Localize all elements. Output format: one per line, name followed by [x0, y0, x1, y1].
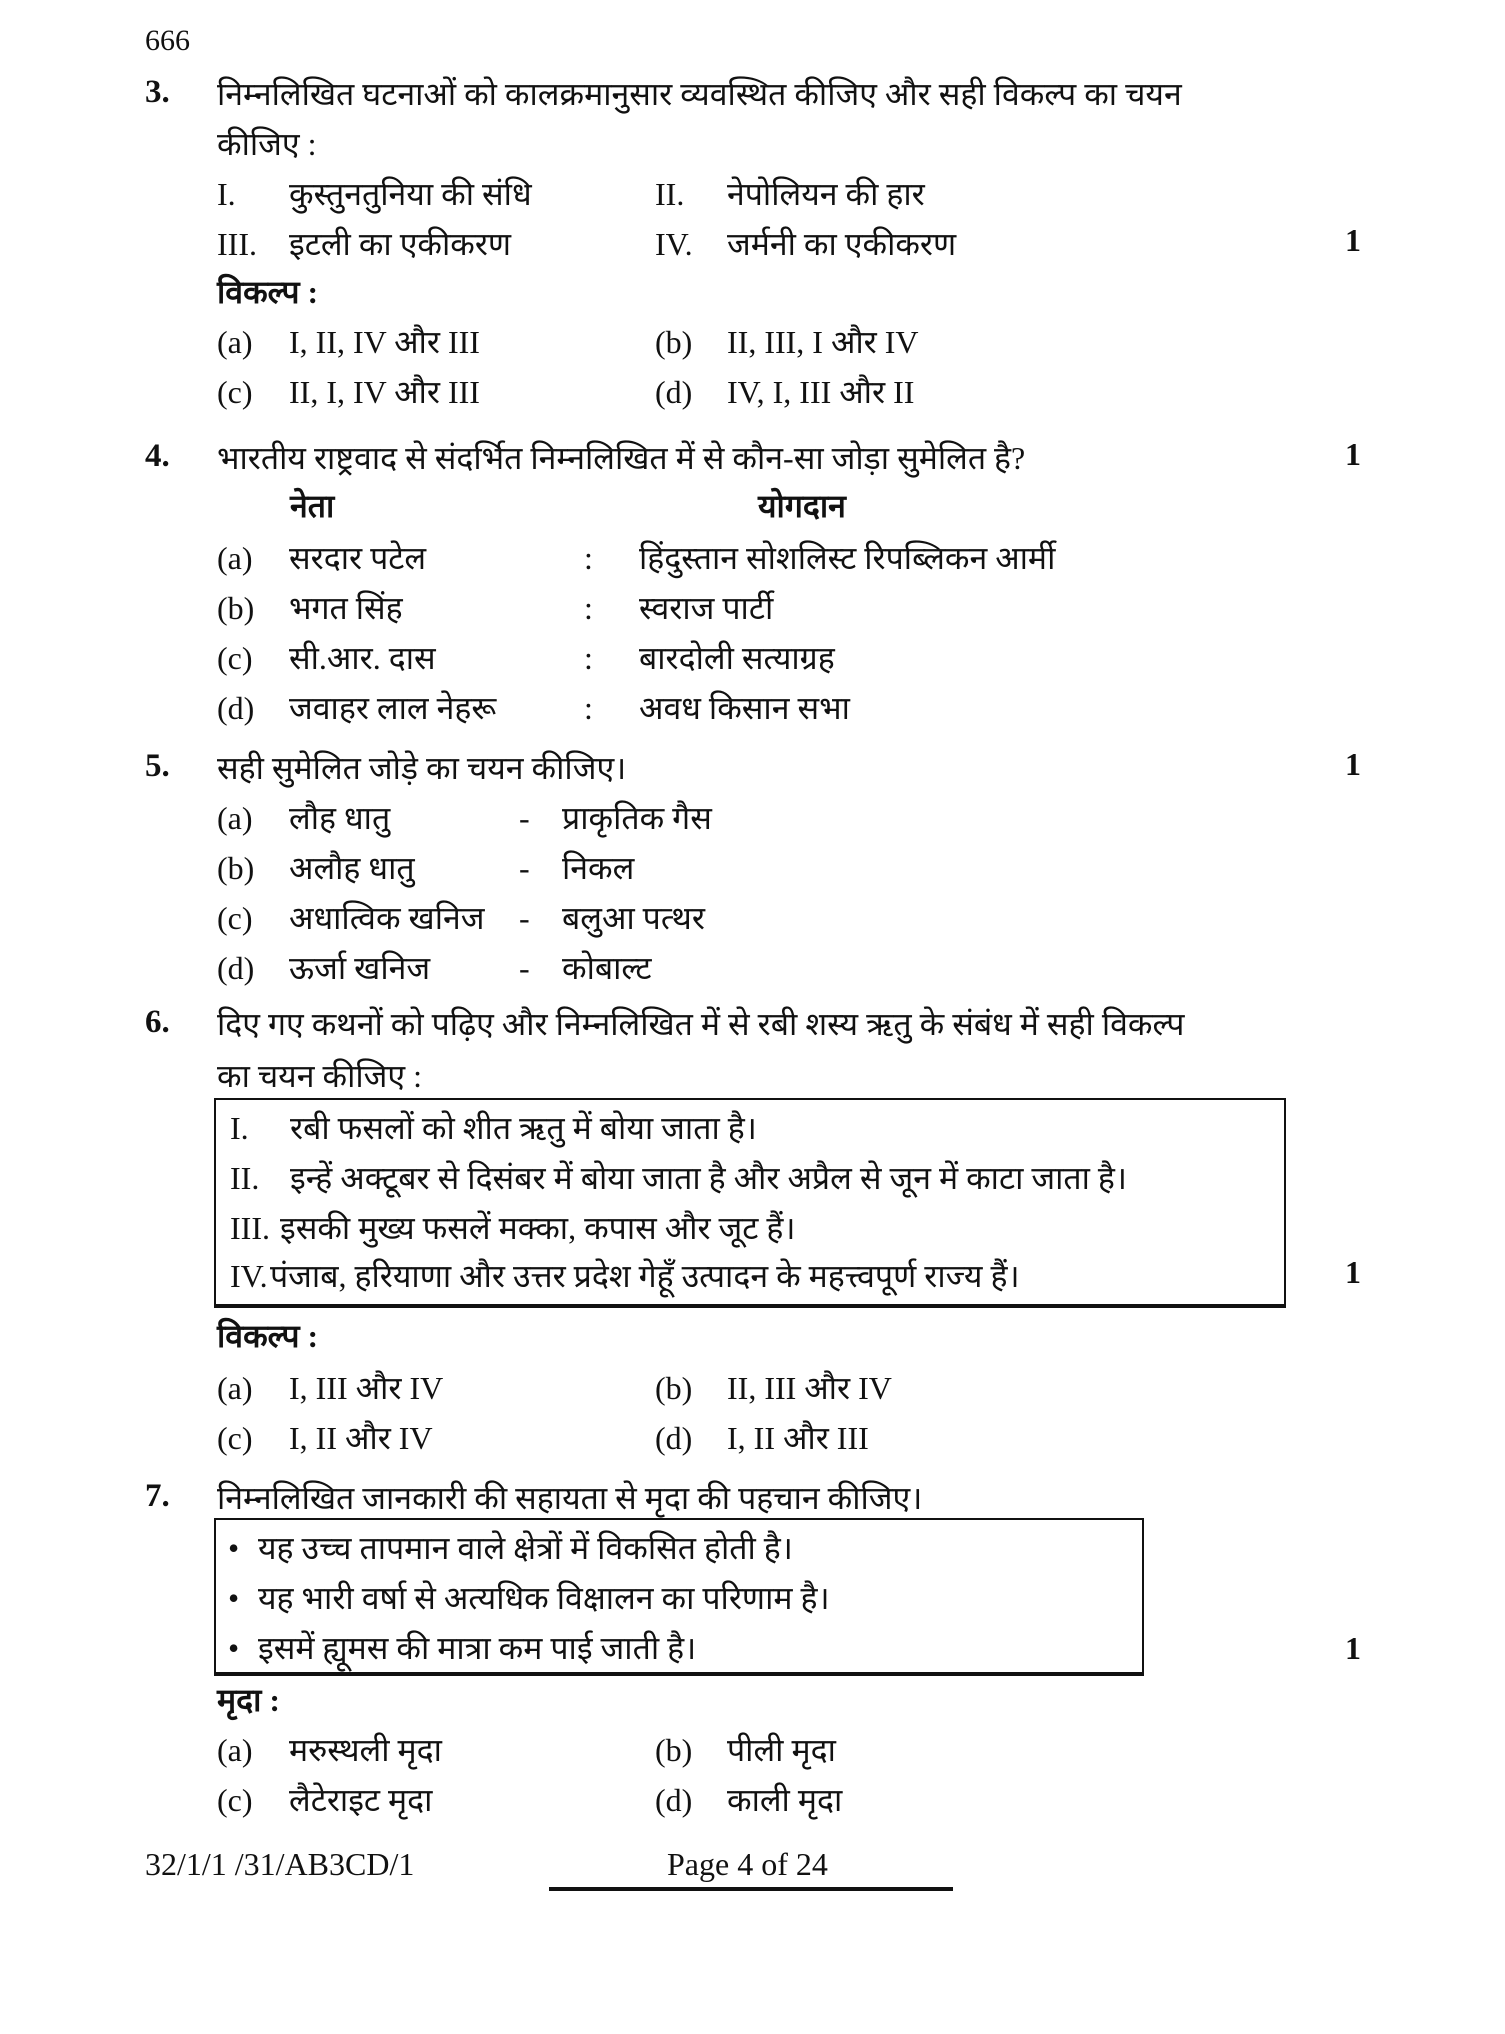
- option-left: जवाहर लाल नेहरू: [289, 690, 497, 726]
- option-label: (a): [217, 324, 253, 360]
- option-label: (c): [217, 1782, 253, 1818]
- option-b[interactable]: [655, 320, 919, 363]
- separator: :: [584, 640, 593, 676]
- option-d[interactable]: [217, 686, 850, 729]
- marks: 1: [1345, 1254, 1361, 1290]
- option-text: II, I, IV और III: [289, 374, 480, 410]
- question-text-cont: कीजिए :: [217, 126, 317, 162]
- question-number: 5.: [145, 748, 170, 784]
- page-number-top: 666: [145, 24, 190, 57]
- paper-code: 32/1/1 /31/AB3CD/1: [145, 1846, 415, 1882]
- option-d[interactable]: [217, 946, 652, 989]
- question-number: 6.: [145, 1004, 170, 1040]
- option-text: II, III, I और IV: [727, 324, 919, 360]
- statement-text: रबी फसलों को शीत ऋतु में बोया जाता है।: [290, 1110, 757, 1146]
- item-text: कुस्तुनतुनिया की संधि: [289, 176, 532, 212]
- statement-text: पंजाब, हरियाणा और उत्तर प्रदेश गेहूँ उत्पादन के महत्त्वपूर्ण राज्य हैं।: [270, 1258, 1020, 1294]
- option-a[interactable]: [217, 796, 712, 839]
- question-text: दिए गए कथनों को पढ़िए और निम्नलिखित में से रबी शस्य ऋतु के संबंध में सही विकल्प: [217, 1006, 1185, 1042]
- event-item: [217, 172, 532, 215]
- separator: -: [519, 800, 530, 836]
- option-label: (c): [217, 640, 253, 676]
- option-label: (a): [217, 540, 253, 576]
- option-c[interactable]: [217, 370, 480, 413]
- option-label: (d): [217, 690, 255, 726]
- option-left: सी.आर. दास: [289, 640, 436, 676]
- option-text: I, II और III: [727, 1420, 869, 1456]
- option-right: बारदोली सत्याग्रह: [639, 640, 835, 676]
- option-a[interactable]: [217, 1728, 442, 1771]
- separator: :: [584, 690, 593, 726]
- item-label: IV.: [655, 226, 693, 262]
- separator: -: [519, 950, 530, 986]
- option-b[interactable]: [217, 586, 773, 629]
- bullet-text: इसमें ह्यूमस की मात्रा कम पाई जाती है।: [258, 1630, 697, 1666]
- option-right: बलुआ पत्थर: [562, 900, 705, 936]
- option-left: अधात्विक खनिज: [289, 900, 485, 936]
- option-left: लौह धातु: [289, 800, 391, 836]
- column-heading-leader: नेता: [290, 488, 335, 524]
- marks: 1: [1345, 222, 1361, 258]
- bullet-icon: •: [228, 1530, 240, 1566]
- option-label: (b): [655, 1370, 693, 1406]
- option-a[interactable]: [217, 1366, 443, 1409]
- option-c[interactable]: [217, 1416, 433, 1459]
- option-label: (d): [655, 374, 693, 410]
- option-left: सरदार पटेल: [289, 540, 427, 576]
- option-b[interactable]: [655, 1366, 892, 1409]
- option-c[interactable]: [217, 636, 835, 679]
- option-right: स्वराज पार्टी: [639, 590, 774, 626]
- question-number: 3.: [145, 74, 170, 110]
- statement-label: IV.: [230, 1258, 268, 1294]
- option-label: (b): [655, 324, 693, 360]
- option-left: अलौह धातु: [289, 850, 415, 886]
- option-d[interactable]: [655, 370, 914, 413]
- option-text: पीली मृदा: [727, 1732, 836, 1768]
- statement-label: III.: [230, 1210, 270, 1246]
- bullet-icon: •: [228, 1580, 240, 1616]
- option-text: मरुस्थली मृदा: [289, 1732, 442, 1768]
- question-number: 4.: [145, 438, 170, 474]
- item-text: नेपोलियन की हार: [727, 176, 925, 212]
- bullet-item: [228, 1576, 830, 1619]
- option-c[interactable]: [217, 896, 705, 939]
- option-left: भगत सिंह: [289, 590, 403, 626]
- column-heading-contribution: योगदान: [758, 488, 846, 524]
- event-item: [655, 222, 956, 265]
- option-label: (b): [655, 1732, 693, 1768]
- option-label: (d): [655, 1420, 693, 1456]
- option-b[interactable]: [655, 1728, 836, 1771]
- statement-label: II.: [230, 1160, 260, 1196]
- question-text: निम्नलिखित जानकारी की सहायता से मृदा की पहचान कीजिए।: [217, 1480, 923, 1516]
- footer-rule: [549, 1887, 953, 1891]
- item-label: I.: [217, 176, 236, 212]
- question-text: सही सुमेलित जोड़े का चयन कीजिए।: [217, 750, 627, 786]
- option-right: हिंदुस्तान सोशलिस्ट रिपब्लिकन आर्मी: [639, 540, 1056, 576]
- option-c[interactable]: [217, 1778, 432, 1821]
- option-label: (b): [217, 590, 255, 626]
- option-right: कोबाल्ट: [562, 950, 652, 986]
- options-heading: मृदा :: [217, 1682, 281, 1718]
- option-text: IV, I, III और II: [727, 374, 915, 410]
- option-a[interactable]: [217, 320, 480, 363]
- separator: -: [519, 850, 530, 886]
- bullet-item: [228, 1626, 696, 1669]
- question-number: 7.: [145, 1478, 170, 1514]
- marks: 1: [1345, 436, 1361, 472]
- option-text: लैटेराइट मृदा: [289, 1782, 433, 1818]
- statement: [230, 1206, 796, 1249]
- statement-label: I.: [230, 1110, 249, 1146]
- bullet-text: यह उच्च तापमान वाले क्षेत्रों में विकसित होती है।: [258, 1530, 793, 1566]
- separator: :: [584, 540, 593, 576]
- option-right: अवध किसान सभा: [639, 690, 850, 726]
- separator: -: [519, 900, 530, 936]
- option-d[interactable]: [655, 1416, 869, 1459]
- option-left: ऊर्जा खनिज: [289, 950, 431, 986]
- bullet-text: यह भारी वर्षा से अत्यधिक विक्षालन का परिणाम है।: [258, 1580, 830, 1616]
- item-label: II.: [655, 176, 685, 212]
- option-text: काली मृदा: [727, 1782, 843, 1818]
- event-item: [217, 222, 511, 265]
- option-b[interactable]: [217, 846, 634, 889]
- option-label: (a): [217, 1732, 253, 1768]
- option-text: I, II और IV: [289, 1420, 433, 1456]
- option-text: I, III और IV: [289, 1370, 444, 1406]
- page-indicator: Page 4 of 24: [667, 1846, 828, 1882]
- statement: [230, 1106, 757, 1149]
- statement-text: इन्हें अक्टूबर से दिसंबर में बोया जाता है और अप्रैल से जून में काटा जाता है।: [290, 1160, 1128, 1196]
- item-label: III.: [217, 226, 257, 262]
- option-label: (c): [217, 900, 253, 936]
- option-a[interactable]: [217, 536, 1055, 579]
- option-right: प्राकृतिक गैस: [562, 800, 712, 836]
- option-label: (b): [217, 850, 255, 886]
- option-right: निकल: [562, 850, 635, 886]
- bullet-item: [228, 1526, 793, 1569]
- question-text: भारतीय राष्ट्रवाद से संदर्भित निम्नलिखित में से कौन-सा जोड़ा सुमेलित है?: [217, 440, 1026, 476]
- question-text: निम्नलिखित घटनाओं को कालक्रमानुसार व्यवस्थित कीजिए और सही विकल्प का चयन: [217, 76, 1182, 112]
- option-text: II, III और IV: [727, 1370, 892, 1406]
- options-heading: विकल्प :: [217, 1318, 319, 1354]
- event-item: [655, 172, 925, 215]
- option-label: (c): [217, 1420, 253, 1456]
- option-label: (c): [217, 374, 253, 410]
- marks: 1: [1345, 746, 1361, 782]
- option-label: (a): [217, 800, 253, 836]
- separator: :: [584, 590, 593, 626]
- marks: 1: [1345, 1630, 1361, 1666]
- question-text-cont: का चयन कीजिए :: [217, 1058, 422, 1094]
- statement: [230, 1156, 1127, 1199]
- item-text: इटली का एकीकरण: [289, 226, 512, 262]
- option-d[interactable]: [655, 1778, 842, 1821]
- options-heading: विकल्प :: [217, 274, 319, 310]
- bullet-icon: •: [228, 1630, 240, 1666]
- statement-text: इसकी मुख्य फसलें मक्का, कपास और जूट हैं।: [280, 1210, 796, 1246]
- item-text: जर्मनी का एकीकरण: [727, 226, 957, 262]
- statement: [230, 1254, 1020, 1297]
- option-label: (d): [217, 950, 255, 986]
- option-text: I, II, IV और III: [289, 324, 480, 360]
- option-label: (d): [655, 1782, 693, 1818]
- option-label: (a): [217, 1370, 253, 1406]
